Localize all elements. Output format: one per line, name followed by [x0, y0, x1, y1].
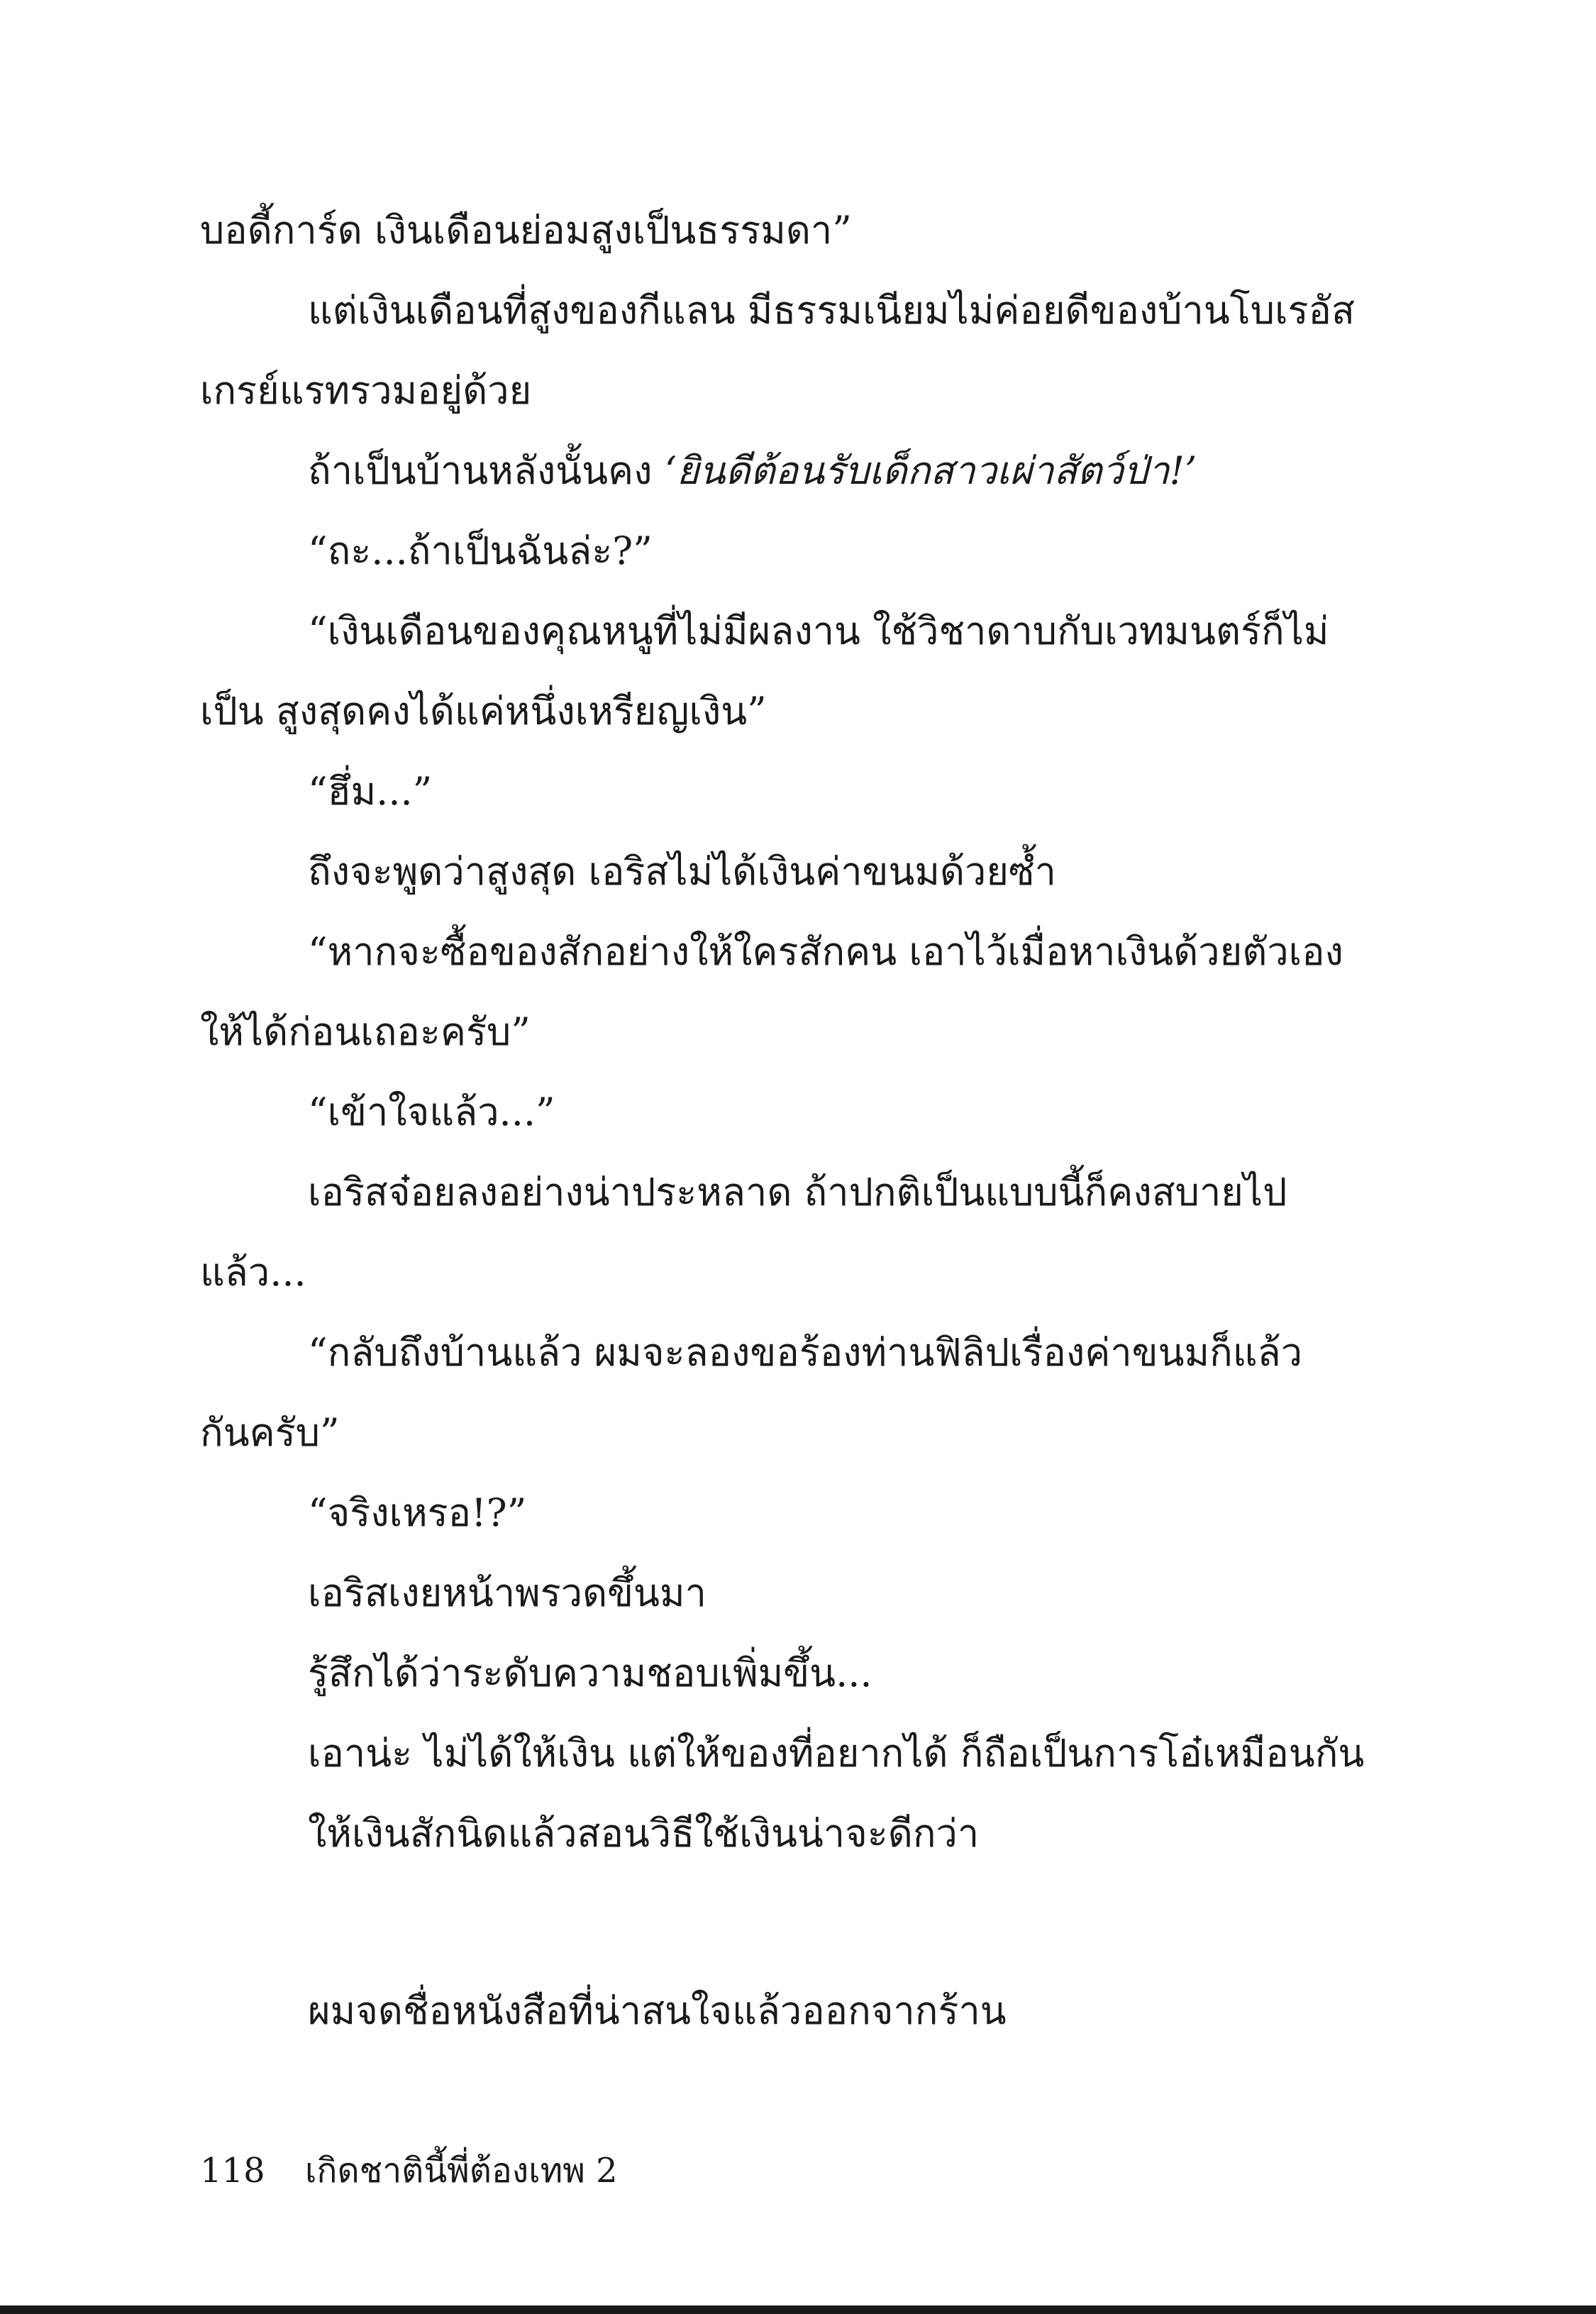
text-line: ผมจดชื่อหนังสือที่น่าสนใจแล้วออกจากร้าน [308, 1988, 1007, 2033]
page-footer [200, 2149, 618, 2192]
text-line: กันครับ” [200, 1410, 340, 1455]
text-line: เอริสเงยหน้าพรวดขึ้นมา [308, 1571, 706, 1615]
text-line: “กลับถึงบ้านแล้ว ผมจะลองขอร้องท่านฟิลิปเรื่องค่าขนมก็แล้ว [308, 1330, 1303, 1375]
page-number: 118 [200, 2151, 265, 2191]
text-line: “เข้าใจแล้ว...” [308, 1090, 555, 1134]
text-line: “ฮึ่ม...” [308, 769, 433, 814]
text-line: ให้เงินสักนิดแล้วสอนวิธีใช้เงินน่าจะดีกว่า [308, 1811, 980, 1856]
text-line: เป็น สูงสุดคงได้แค่หนึ่งเหรียญเงิน” [200, 689, 767, 733]
text-line: “ถะ...ถ้าเป็นฉันล่ะ?” [308, 528, 653, 573]
italic-quote: ‘ยินดีต้อนรับเด็กสาวเผ่าสัตว์ป่า!’ [664, 448, 1197, 493]
text-line [308, 446, 1197, 496]
text-line: รู้สึกได้ว่าระดับความชอบเพิ่มขึ้น... [308, 1651, 872, 1695]
bottom-border [0, 2305, 1596, 2314]
text-line: “เงินเดือนของคุณหนูที่ไม่มีผลงาน ใช้วิชาดาบกับเวทมนตร์ก็ไม่ [308, 609, 1329, 653]
text-line: แต่เงินเดือนที่สูงของกีแลน มีธรรมเนียมไม่ค่อยดีของบ้านโบเรอัส [308, 288, 1355, 333]
text-line: เอริสจ๋อยลงอย่างน่าประหลาด ถ้าปกติเป็นแบบนี้ก็คงสบายไป [308, 1170, 1287, 1214]
text-segment: ถ้าเป็นบ้านหลังนั้นคง [308, 448, 665, 493]
text-line: ให้ได้ก่อนเถอะครับ” [200, 1009, 531, 1054]
text-line: “จริงเหรอ!?” [308, 1490, 527, 1535]
text-line: ถึงจะพูดว่าสูงสุด เอริสไม่ได้เงินค่าขนมด้วยซ้ำ [308, 849, 1056, 894]
text-line: “หากจะซื้อของสักอย่างให้ใครสักคน เอาไว้เมื่อหาเงินด้วยตัวเอง [308, 929, 1343, 974]
text-line: เกรย์แรทรวมอยู่ด้วย [200, 368, 532, 413]
text-line: บอดี้การ์ด เงินเดือนย่อมสูงเป็นธรรมดา” [200, 208, 852, 253]
book-title: เกิดชาตินี้พี่ต้องเทพ 2 [305, 2151, 618, 2191]
text-line: เอาน่ะ ไม่ได้ให้เงิน แต่ให้ของที่อยากได้ ก็ถือเป็นการโอ๋เหมือนกัน [308, 1731, 1365, 1776]
text-line: แล้ว... [200, 1250, 306, 1295]
